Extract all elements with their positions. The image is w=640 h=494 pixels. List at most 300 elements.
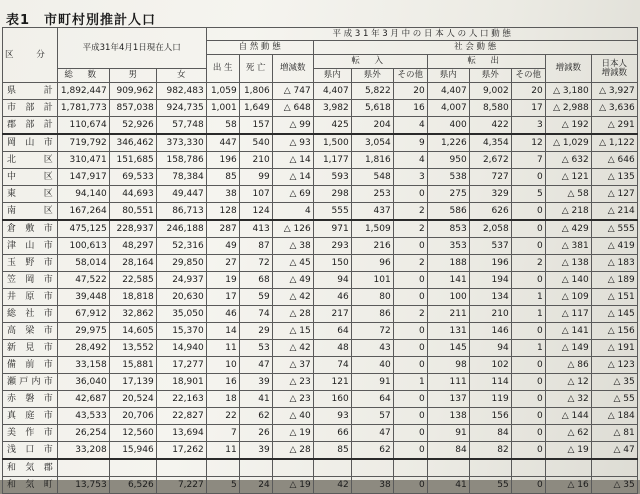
- cell-out-pref: 188: [427, 255, 469, 272]
- cell-out-pref: 91: [427, 425, 469, 442]
- japanese-change-line1: 日本人: [601, 58, 627, 69]
- cell-out-other: 0: [511, 203, 545, 221]
- cell-deaths: 413: [239, 220, 272, 238]
- cell-nat: △ 40: [272, 408, 313, 425]
- cell-soc: △ 218: [545, 203, 591, 221]
- cell-in-pref: 3,982: [313, 100, 351, 117]
- cell-female: 57,748: [156, 117, 206, 135]
- cell-out-other: [511, 459, 545, 477]
- cell-female: 17,262: [156, 442, 206, 460]
- table-row: [3, 117, 638, 135]
- cell-in-pref: 46: [313, 289, 351, 306]
- cell-births: 7: [206, 425, 239, 442]
- cell-in-out: 204: [351, 117, 393, 135]
- cell-male: 22,585: [109, 272, 156, 289]
- cell-nat: △ 99: [272, 117, 313, 135]
- cell-out-other: 0: [511, 408, 545, 425]
- social-change-header: 増減数: [545, 55, 591, 83]
- cell-out-out: 727: [469, 169, 511, 186]
- cell-out-out: 329: [469, 186, 511, 203]
- cell-soc: △ 19: [545, 442, 591, 460]
- cell-in-other: 2: [393, 255, 427, 272]
- cell-out-out: 2,058: [469, 220, 511, 238]
- cell-in-out: 1,816: [351, 152, 393, 169]
- cell-in-pref: 217: [313, 306, 351, 323]
- cell-out-other: 0: [511, 374, 545, 391]
- cell-soc: △ 32: [545, 391, 591, 408]
- cell-in-out: 64: [351, 391, 393, 408]
- cell-jp: △ 1,122: [591, 134, 637, 152]
- cell-female: 17,277: [156, 357, 206, 374]
- cell-soc: △ 138: [545, 255, 591, 272]
- cell-jp: △ 191: [591, 340, 637, 357]
- cell-soc: △ 140: [545, 272, 591, 289]
- cell-in-other: 0: [393, 340, 427, 357]
- cell-soc: △ 62: [545, 425, 591, 442]
- cell-in-other: 0: [393, 289, 427, 306]
- male-header: 男: [109, 69, 156, 83]
- in-out-pref-header: 県外: [351, 69, 393, 83]
- cell-out-pref: [427, 459, 469, 477]
- table-row: [3, 442, 638, 460]
- cell-jp: △ 646: [591, 152, 637, 169]
- cell-births: 38: [206, 186, 239, 203]
- cell-births: 16: [206, 374, 239, 391]
- cell-out-other: 3: [511, 117, 545, 135]
- row-label: 浅 口 市: [3, 442, 58, 460]
- cell-female: 20,630: [156, 289, 206, 306]
- cell-in-pref: 150: [313, 255, 351, 272]
- cell-out-out: 134: [469, 289, 511, 306]
- move-in-header: 転 入: [313, 55, 427, 69]
- cell-in-out: 47: [351, 425, 393, 442]
- table-row: [3, 255, 638, 272]
- cell-in-pref: 48: [313, 340, 351, 357]
- cell-nat: △ 49: [272, 272, 313, 289]
- cell-out-other: 0: [511, 220, 545, 238]
- table-row: [3, 391, 638, 408]
- cell-births: 19: [206, 272, 239, 289]
- cell-out-other: 0: [511, 169, 545, 186]
- in-other-header: その他: [393, 69, 427, 83]
- cell-total: 13,753: [57, 477, 109, 494]
- cell-births: 49: [206, 238, 239, 255]
- cell-in-other: 0: [393, 391, 427, 408]
- natural-movement-header: 自 然 動 態: [206, 41, 313, 55]
- cell-in-out: 253: [351, 186, 393, 203]
- cell-in-other: 9: [393, 134, 427, 152]
- deaths-header: 死 亡: [239, 55, 272, 83]
- out-other-header: その他: [511, 69, 545, 83]
- cell-female: 35,050: [156, 306, 206, 323]
- cell-deaths: 210: [239, 152, 272, 169]
- cell-jp: △ 127: [591, 186, 637, 203]
- row-label: 真 庭 市: [3, 408, 58, 425]
- cell-female: 78,384: [156, 169, 206, 186]
- cell-out-pref: 4,407: [427, 83, 469, 100]
- cell-out-other: 1: [511, 306, 545, 323]
- cell-deaths: 62: [239, 408, 272, 425]
- cell-female: 22,163: [156, 391, 206, 408]
- cell-female: 15,370: [156, 323, 206, 340]
- cell-nat: △ 69: [272, 186, 313, 203]
- cell-out-out: 4,354: [469, 134, 511, 152]
- cell-jp: △ 184: [591, 408, 637, 425]
- row-label: 赤 磐 市: [3, 391, 58, 408]
- cell-out-out: 422: [469, 117, 511, 135]
- cell-jp: △ 419: [591, 238, 637, 255]
- cell-soc: △ 1,029: [545, 134, 591, 152]
- cell-out-out: 196: [469, 255, 511, 272]
- cell-in-other: 1: [393, 374, 427, 391]
- cell-births: 11: [206, 442, 239, 460]
- cell-deaths: 107: [239, 186, 272, 203]
- cell-female: 158,786: [156, 152, 206, 169]
- out-out-pref-header: 県外: [469, 69, 511, 83]
- cell-male: 6,526: [109, 477, 156, 494]
- cell-in-out: 43: [351, 340, 393, 357]
- cell-female: 22,827: [156, 408, 206, 425]
- cell-in-other: 0: [393, 442, 427, 460]
- cell-in-pref: 94: [313, 272, 351, 289]
- cell-in-out: 86: [351, 306, 393, 323]
- table-row: [3, 306, 638, 323]
- cell-in-other: 16: [393, 100, 427, 117]
- cell-in-pref: 160: [313, 391, 351, 408]
- cell-jp: △ 145: [591, 306, 637, 323]
- cell-soc: △ 16: [545, 477, 591, 494]
- row-label: 津 山 市: [3, 238, 58, 255]
- cell-total: 42,687: [57, 391, 109, 408]
- district-header: 区 分: [3, 28, 58, 83]
- cell-in-other: 0: [393, 477, 427, 494]
- cell-jp: △ 55: [591, 391, 637, 408]
- cell-female: 24,937: [156, 272, 206, 289]
- table-row: [3, 100, 638, 117]
- cell-out-pref: 98: [427, 357, 469, 374]
- cell-total: 29,975: [57, 323, 109, 340]
- row-label: 備 前 市: [3, 357, 58, 374]
- cell-jp: △ 3,927: [591, 83, 637, 100]
- cell-in-pref: 42: [313, 477, 351, 494]
- cell-total: 1,781,773: [57, 100, 109, 117]
- cell-jp: △ 3,636: [591, 100, 637, 117]
- row-label: 県 計: [3, 83, 58, 100]
- cell-female: 52,316: [156, 238, 206, 255]
- social-movement-header: 社 会 動 態: [313, 41, 637, 55]
- cell-jp: △ 291: [591, 117, 637, 135]
- table-row: [3, 477, 638, 494]
- cell-total: 94,140: [57, 186, 109, 203]
- cell-soc: △ 141: [545, 323, 591, 340]
- cell-births: 1,059: [206, 83, 239, 100]
- cell-out-pref: 145: [427, 340, 469, 357]
- cell-total: 147,917: [57, 169, 109, 186]
- cell-deaths: 74: [239, 306, 272, 323]
- cell-nat: △ 19: [272, 425, 313, 442]
- cell-male: 69,533: [109, 169, 156, 186]
- cell-births: 10: [206, 357, 239, 374]
- cell-total: 1,892,447: [57, 83, 109, 100]
- cell-out-pref: 131: [427, 323, 469, 340]
- cell-in-other: 2: [393, 220, 427, 238]
- table-row: [3, 186, 638, 203]
- cell-deaths: 68: [239, 272, 272, 289]
- cell-deaths: 41: [239, 391, 272, 408]
- cell-total: 100,613: [57, 238, 109, 255]
- row-label: 南 区: [3, 203, 58, 221]
- cell-jp: △ 156: [591, 323, 637, 340]
- row-label: 新 見 市: [3, 340, 58, 357]
- cell-deaths: 1,649: [239, 100, 272, 117]
- cell-out-pref: 275: [427, 186, 469, 203]
- cell-in-out: 96: [351, 255, 393, 272]
- japanese-change-header: [591, 55, 637, 83]
- cell-total: 167,264: [57, 203, 109, 221]
- cell-out-other: 20: [511, 83, 545, 100]
- cell-total: 719,792: [57, 134, 109, 152]
- cell-out-other: 0: [511, 357, 545, 374]
- cell-female: 86,713: [156, 203, 206, 221]
- row-label: 高 梁 市: [3, 323, 58, 340]
- cell-in-other: 4: [393, 152, 427, 169]
- cell-soc: △ 109: [545, 289, 591, 306]
- cell-nat: △ 14: [272, 152, 313, 169]
- document-title: [6, 9, 156, 28]
- cell-nat: [272, 459, 313, 477]
- cell-jp: △ 35: [591, 477, 637, 494]
- row-label: 美 作 市: [3, 425, 58, 442]
- cell-births: 17: [206, 289, 239, 306]
- table-row: [3, 203, 638, 221]
- row-label: 総 社 市: [3, 306, 58, 323]
- cell-female: 982,483: [156, 83, 206, 100]
- cell-deaths: 26: [239, 425, 272, 442]
- table-row: [3, 357, 638, 374]
- cell-soc: △ 121: [545, 169, 591, 186]
- cell-births: 11: [206, 340, 239, 357]
- cell-nat: △ 14: [272, 169, 313, 186]
- cell-births: [206, 459, 239, 477]
- cell-out-pref: 950: [427, 152, 469, 169]
- cell-in-out: 5,822: [351, 83, 393, 100]
- table-row: [3, 169, 638, 186]
- cell-out-out: 102: [469, 357, 511, 374]
- cell-out-pref: 1,226: [427, 134, 469, 152]
- cell-in-pref: 93: [313, 408, 351, 425]
- cell-in-pref: 425: [313, 117, 351, 135]
- cell-out-out: 94: [469, 340, 511, 357]
- table-number: 表1: [6, 13, 31, 28]
- cell-deaths: 72: [239, 255, 272, 272]
- cell-in-out: [351, 459, 393, 477]
- row-label: 北 区: [3, 152, 58, 169]
- cell-deaths: 47: [239, 357, 272, 374]
- natural-change-header: 増減数: [272, 55, 313, 83]
- cell-total: 110,674: [57, 117, 109, 135]
- cell-total: 39,448: [57, 289, 109, 306]
- cell-in-other: [393, 459, 427, 477]
- row-label: 中 区: [3, 169, 58, 186]
- cell-deaths: 39: [239, 442, 272, 460]
- row-label: 東 区: [3, 186, 58, 203]
- cell-in-other: 0: [393, 408, 427, 425]
- cell-female: 29,850: [156, 255, 206, 272]
- cell-out-other: 0: [511, 477, 545, 494]
- cell-female: 7,227: [156, 477, 206, 494]
- cell-total: 43,533: [57, 408, 109, 425]
- in-pref-header: 県内: [313, 69, 351, 83]
- cell-deaths: 29: [239, 323, 272, 340]
- table-row: [3, 340, 638, 357]
- cell-out-other: 0: [511, 238, 545, 255]
- cell-total: [57, 459, 109, 477]
- cell-nat: △ 28: [272, 306, 313, 323]
- cell-male: 14,605: [109, 323, 156, 340]
- cell-out-pref: 586: [427, 203, 469, 221]
- cell-male: 151,685: [109, 152, 156, 169]
- cell-jp: △ 214: [591, 203, 637, 221]
- cell-nat: △ 28: [272, 442, 313, 460]
- total-header: 総 数: [57, 69, 109, 83]
- cell-births: 27: [206, 255, 239, 272]
- cell-out-other: 0: [511, 391, 545, 408]
- cell-deaths: 39: [239, 374, 272, 391]
- cell-in-out: 38: [351, 477, 393, 494]
- cell-out-pref: 138: [427, 408, 469, 425]
- cell-in-pref: 1,177: [313, 152, 351, 169]
- cell-jp: △ 183: [591, 255, 637, 272]
- cell-male: 80,551: [109, 203, 156, 221]
- cell-out-out: 194: [469, 272, 511, 289]
- cell-jp: △ 47: [591, 442, 637, 460]
- cell-out-pref: 853: [427, 220, 469, 238]
- cell-in-other: 0: [393, 272, 427, 289]
- cell-total: 58,014: [57, 255, 109, 272]
- cell-nat: △ 23: [272, 374, 313, 391]
- cell-jp: [591, 459, 637, 477]
- cell-male: 909,962: [109, 83, 156, 100]
- cell-in-pref: 1,500: [313, 134, 351, 152]
- cell-soc: △ 117: [545, 306, 591, 323]
- cell-deaths: 124: [239, 203, 272, 221]
- cell-soc: △ 3,180: [545, 83, 591, 100]
- cell-nat: △ 37: [272, 357, 313, 374]
- cell-out-other: 7: [511, 152, 545, 169]
- cell-in-out: 5,618: [351, 100, 393, 117]
- cell-male: 15,946: [109, 442, 156, 460]
- cell-total: 33,158: [57, 357, 109, 374]
- table-row: [3, 272, 638, 289]
- cell-female: 13,694: [156, 425, 206, 442]
- cell-deaths: 53: [239, 340, 272, 357]
- cell-births: 196: [206, 152, 239, 169]
- cell-out-out: 84: [469, 425, 511, 442]
- cell-nat: △ 15: [272, 323, 313, 340]
- cell-out-out: 9,002: [469, 83, 511, 100]
- cell-soc: △ 149: [545, 340, 591, 357]
- cell-male: 13,552: [109, 340, 156, 357]
- cell-out-pref: 111: [427, 374, 469, 391]
- cell-out-pref: 4,007: [427, 100, 469, 117]
- table-row: [3, 323, 638, 340]
- cell-total: 36,040: [57, 374, 109, 391]
- cell-nat: △ 42: [272, 340, 313, 357]
- cell-in-out: 80: [351, 289, 393, 306]
- row-label: 瀬戸内市: [3, 374, 58, 391]
- cell-jp: △ 135: [591, 169, 637, 186]
- cell-out-pref: 41: [427, 477, 469, 494]
- cell-out-other: 5: [511, 186, 545, 203]
- cell-male: 28,164: [109, 255, 156, 272]
- out-pref-header: 県内: [427, 69, 469, 83]
- cell-male: 20,706: [109, 408, 156, 425]
- cell-out-out: 156: [469, 408, 511, 425]
- cell-female: 373,330: [156, 134, 206, 152]
- cell-out-out: 8,580: [469, 100, 511, 117]
- cell-in-pref: 121: [313, 374, 351, 391]
- table-row: [3, 408, 638, 425]
- cell-in-pref: [313, 459, 351, 477]
- cell-out-out: 537: [469, 238, 511, 255]
- cell-soc: △ 429: [545, 220, 591, 238]
- cell-in-pref: 66: [313, 425, 351, 442]
- cell-female: 18,901: [156, 374, 206, 391]
- cell-out-out: 55: [469, 477, 511, 494]
- cell-female: 924,735: [156, 100, 206, 117]
- cell-male: 52,926: [109, 117, 156, 135]
- row-label: 和 気 町: [3, 477, 58, 494]
- table-row: [3, 152, 638, 169]
- table-row: [3, 459, 638, 477]
- cell-in-other: 0: [393, 357, 427, 374]
- cell-out-pref: 400: [427, 117, 469, 135]
- cell-deaths: 1,806: [239, 83, 272, 100]
- cell-in-out: 548: [351, 169, 393, 186]
- row-label: 井 原 市: [3, 289, 58, 306]
- cell-births: 287: [206, 220, 239, 238]
- cell-nat: △ 45: [272, 255, 313, 272]
- cell-in-other: 20: [393, 83, 427, 100]
- cell-in-out: 216: [351, 238, 393, 255]
- row-label: 玉 野 市: [3, 255, 58, 272]
- cell-in-other: 0: [393, 186, 427, 203]
- cell-male: [109, 459, 156, 477]
- movement-title-header: 平 成 3 1 年 3 月 中 の 日 本 人 の 人 口 動 態: [206, 28, 637, 41]
- cell-male: 228,937: [109, 220, 156, 238]
- cell-soc: △ 192: [545, 117, 591, 135]
- japanese-change-line2: 増減数: [601, 67, 627, 78]
- row-label: 和 気 郡: [3, 459, 58, 477]
- cell-jp: △ 555: [591, 220, 637, 238]
- cell-in-other: 3: [393, 169, 427, 186]
- cell-out-other: 0: [511, 442, 545, 460]
- population-table: [2, 27, 638, 494]
- cell-male: 44,693: [109, 186, 156, 203]
- cell-out-out: 82: [469, 442, 511, 460]
- cell-male: 15,881: [109, 357, 156, 374]
- cell-nat: △ 747: [272, 83, 313, 100]
- cell-out-out: 119: [469, 391, 511, 408]
- cell-jp: △ 151: [591, 289, 637, 306]
- cell-total: 475,125: [57, 220, 109, 238]
- cell-in-out: 101: [351, 272, 393, 289]
- cell-total: 33,208: [57, 442, 109, 460]
- cell-out-pref: 141: [427, 272, 469, 289]
- cell-soc: △ 2,988: [545, 100, 591, 117]
- cell-nat: △ 126: [272, 220, 313, 238]
- cell-births: 5: [206, 477, 239, 494]
